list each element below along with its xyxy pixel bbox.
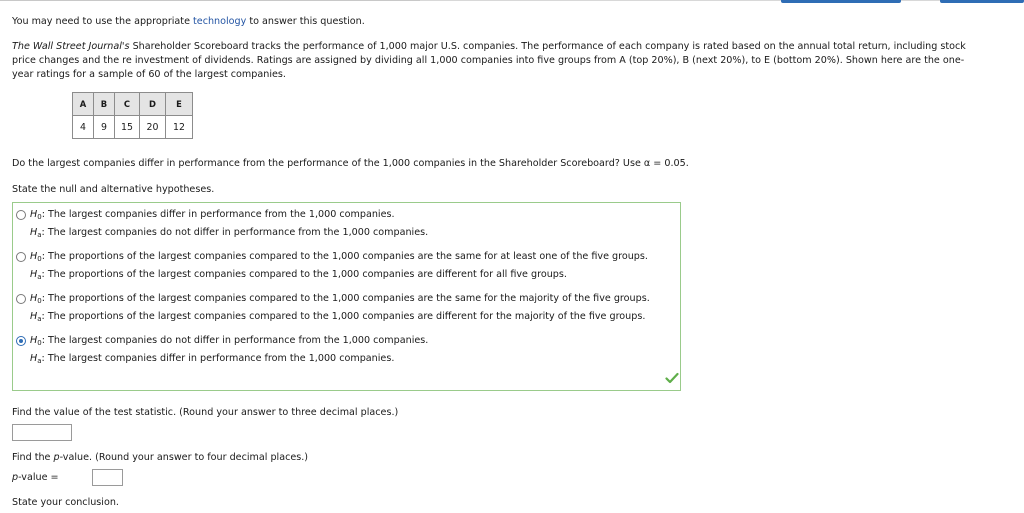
ratings-value-cell: 12 <box>166 116 193 139</box>
h0-subscript: 0 <box>37 339 42 347</box>
h0-subscript: 0 <box>37 255 42 263</box>
h0-text: The proportions of the largest companies compared to the 1,000 companies are the same for the majority of the five groups. <box>47 293 650 304</box>
test-statistic-input[interactable] <box>12 424 72 441</box>
h0-statement: $H_0$: The largest companies do not differ in performance from the 1,000 companies. <box>30 335 429 347</box>
ha-statement: $H_a$: The proportions of the largest companies compared to the 1,000 companies are different for the majority of the five groups. <box>30 311 646 323</box>
ha-symbol: H <box>30 227 38 238</box>
radio-button[interactable] <box>16 252 26 262</box>
ha-subscript: a <box>37 231 42 239</box>
problem-line-3: year ratings for a sample of 60 of the largest companies. <box>12 69 286 80</box>
h0-symbol: H <box>30 335 38 346</box>
pvalue-prompt-term: p <box>53 452 60 463</box>
h0-subscript: 0 <box>37 297 42 305</box>
ha-subscript: a <box>37 357 42 365</box>
ratings-value-cell: 4 <box>73 116 94 139</box>
h0-subscript: 0 <box>37 213 42 221</box>
top-divider-left <box>0 0 420 1</box>
ratings-header-cell: C <box>115 93 140 116</box>
intro-suffix: to answer this question. <box>246 16 365 27</box>
intro-prefix: You may need to use the appropriate <box>12 16 194 27</box>
ratings-header-cell: D <box>140 93 166 116</box>
ha-text: The largest companies do not differ in performance from the 1,000 companies. <box>47 227 429 238</box>
pvalue-prompt-suffix: -value. (Round your answer to four decimal places.) <box>59 452 309 463</box>
ratings-value-cell: 9 <box>94 116 115 139</box>
intro-text <box>12 16 365 27</box>
ha-symbol: H <box>30 311 38 322</box>
ha-subscript: a <box>37 273 42 281</box>
ha-statement: $H_a$: The largest companies differ in performance from the 1,000 companies. <box>30 353 395 365</box>
pvalue-prompt-prefix: Find the <box>12 452 54 463</box>
ratings-value-row <box>73 116 193 139</box>
problem-line-2: price changes and the re investment of dividends. Ratings are assigned by dividing all 1,000 companies into five groups from A (top 20%), B (next 20%), to E (bottom 20%). Shown here are the one- <box>12 55 965 66</box>
tab-stub-1[interactable] <box>781 0 901 3</box>
ha-statement: $H_a$: The proportions of the largest companies compared to the 1,000 companies are different for all five groups. <box>30 269 567 281</box>
h0-symbol: H <box>30 293 38 304</box>
radio-button[interactable] <box>16 210 26 220</box>
checkmark-icon <box>665 372 679 384</box>
hypotheses-choices <box>12 202 681 391</box>
tab-stub-2[interactable] <box>940 0 1024 3</box>
radio-button[interactable] <box>16 294 26 304</box>
h0-text: The proportions of the largest companies compared to the 1,000 companies are the same for at least one of the five groups. <box>47 251 648 262</box>
ha-text: The proportions of the largest companies compared to the 1,000 companies are different for the majority of the five groups. <box>47 311 646 322</box>
ratings-table <box>72 92 193 139</box>
problem-statement <box>12 40 1012 82</box>
technology-link[interactable]: technology <box>193 16 247 27</box>
question-text: Do the largest companies differ in performance from the performance of the 1,000 companies in the Shareholder Scoreboard? Use α = 0.05. <box>12 158 689 169</box>
ratings-header-row <box>73 93 193 116</box>
pvalue-input[interactable] <box>92 469 123 486</box>
h0-symbol: H <box>30 209 38 220</box>
h0-statement: $H_0$: The proportions of the largest companies compared to the 1,000 companies are the same for the majority of the five groups. <box>30 293 650 305</box>
journal-name: The Wall Street Journal's <box>12 41 130 52</box>
ha-symbol: H <box>30 353 38 364</box>
h0-symbol: H <box>30 251 38 262</box>
ha-subscript: a <box>37 315 42 323</box>
conclusion-prompt: State your conclusion. <box>12 497 119 508</box>
pvalue-label <box>12 472 59 483</box>
problem-line-1 <box>12 40 1012 54</box>
pvalue-label-suffix: -value = <box>18 472 59 483</box>
h0-text: The largest companies do not differ in performance from the 1,000 companies. <box>47 335 429 346</box>
ratings-header-cell: A <box>73 93 94 116</box>
ratings-value-cell: 20 <box>140 116 166 139</box>
pvalue-label-term: p <box>12 472 19 483</box>
ratings-header-cell: E <box>166 93 193 116</box>
test-statistic-prompt: Find the value of the test statistic. (Round your answer to three decimal places.) <box>12 407 399 418</box>
h0-text: The largest companies differ in performance from the 1,000 companies. <box>47 209 395 220</box>
radio-button-selected[interactable] <box>16 336 26 346</box>
ha-statement: $H_a$: The largest companies do not differ in performance from the 1,000 companies. <box>30 227 429 239</box>
ha-text: The largest companies differ in performance from the 1,000 companies. <box>47 353 395 364</box>
hypotheses-prompt: State the null and alternative hypotheses. <box>12 184 215 195</box>
h0-statement: $H_0$: The proportions of the largest companies compared to the 1,000 companies are the same for at least one of the five groups. <box>30 251 648 263</box>
ha-text: The proportions of the largest companies compared to the 1,000 companies are different for all five groups. <box>47 269 567 280</box>
ratings-value-cell: 15 <box>115 116 140 139</box>
ratings-header-cell: B <box>94 93 115 116</box>
ha-symbol: H <box>30 269 38 280</box>
problem-line-1-rest: Shareholder Scoreboard tracks the performance of 1,000 major U.S. companies. The performance of each company is rated based on the annual total return, including stock <box>129 41 966 52</box>
pvalue-prompt <box>12 452 308 463</box>
h0-statement: $H_0$: The largest companies differ in performance from the 1,000 companies. <box>30 209 395 221</box>
